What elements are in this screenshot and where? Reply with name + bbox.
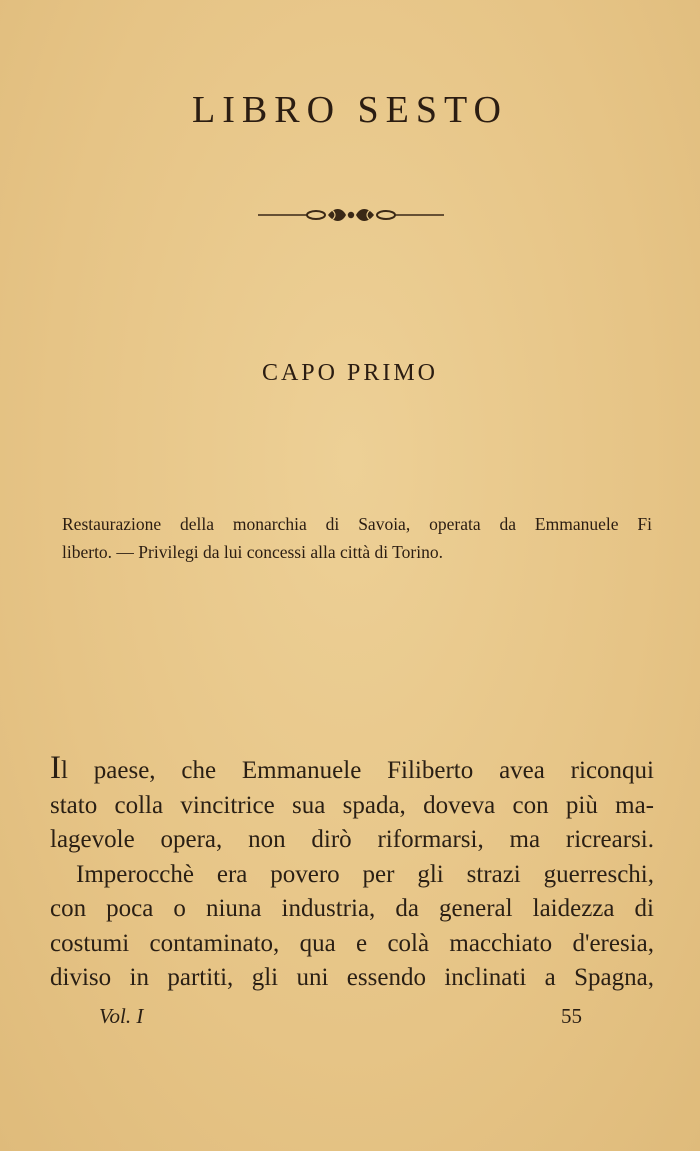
ornament-divider-icon <box>258 204 444 226</box>
body-line: Imperocchè era povero per gli strazi guerreschi, <box>76 860 654 888</box>
body-text <box>50 750 654 996</box>
page-footer <box>0 1004 700 1034</box>
drop-cap: I <box>50 750 61 786</box>
body-line: con poca o niuna industria, da general laidezza di <box>50 895 654 922</box>
chapter-title: CAPO PRIMO <box>261 360 439 386</box>
body-line-text: l paese, che Emmanuele Filiberto avea riconqui <box>61 757 654 784</box>
body-line: diviso in partiti, gli uni essendo inclinati a Spagna, <box>50 964 654 991</box>
chapter-summary <box>62 510 652 566</box>
body-line: stato colla vincitrice sua spada, doveva con più ma- <box>50 791 654 819</box>
summary-line: Restaurazione della monarchia di Savoia, operata da Emmanuele Fi <box>62 514 652 534</box>
body-line <box>50 750 654 789</box>
volume-label: Vol. I <box>99 1004 144 1028</box>
page-number: 55 <box>561 1004 582 1028</box>
summary-line: liberto. — Privilegi da lui concessi alla città di Torino. <box>62 542 443 562</box>
body-line: lagevole opera, non dirò riformarsi, ma ricrearsi. <box>50 826 654 853</box>
body-line: costumi contaminato, qua e colà macchiato d'eresia, <box>50 929 654 957</box>
book-title: LIBRO SESTO <box>192 89 508 131</box>
